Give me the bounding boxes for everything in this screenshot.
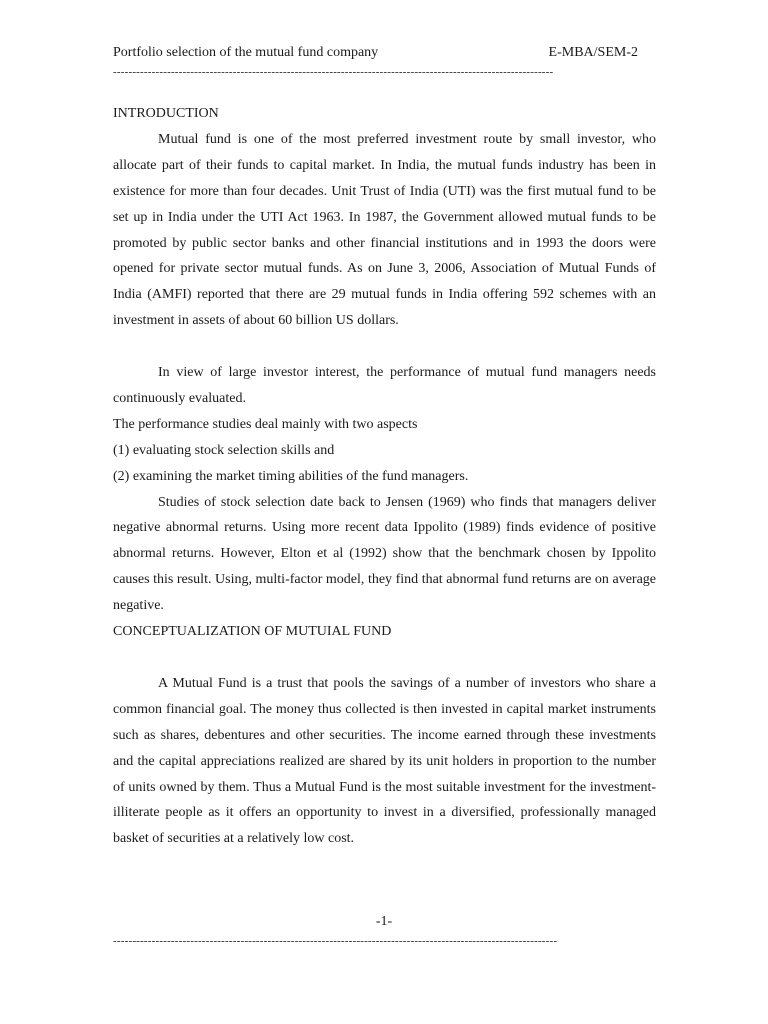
introduction-heading: INTRODUCTION [113, 106, 219, 121]
paragraph-gap [113, 645, 656, 671]
aspects-line: The performance studies deal mainly with two aspects [113, 416, 418, 432]
page-number: -1- [375, 914, 393, 929]
mutual-fund-definition-paragraph: A Mutual Fund is a trust that pools the savings of a number of investors who share a common financial goal. The money thus collected is then invested in capital market instruments such as shares, debentures and other securities. The income earned through these investments and the capital appreciations realized are shared by its unit holders in proportion to the number of units owned by them. Thus a Mutual Fund is the most suitable investment for the investment-illiterate people as it offers an opportunity to invest in a diversified, professionally managed basket of securities at a relatively low cost. [113, 675, 656, 847]
header-code: E-MBA/SEM-2 [548, 45, 638, 60]
running-header [113, 45, 638, 63]
document-body [113, 101, 656, 852]
stock-selection-paragraph: Studies of stock selection date back to Jensen (1969) who finds that managers deliver negative abnormal returns. Using more recent data Ippolito (1989) finds evidence of positive abnormal returns. However, Elton et al (1992) show that the benchmark chosen by Ippolito causes this result. Using, multi-factor model, they find that abnormal fund returns are on average negative. [113, 494, 656, 614]
header-rule: ------------------------------------------------------------------------------------------------------------------ [113, 66, 554, 78]
aspect-item-1: (1) evaluating stock selection skills and [113, 442, 335, 458]
footer-rule: ------------------------------------------------------------------------------------------------------------------- [113, 935, 558, 947]
conceptualization-heading: CONCEPTUALIZATION OF MUTUIAL FUND [113, 624, 392, 640]
introduction-paragraph: Mutual fund is one of the most preferred investment route by small investor, who allocate part of their funds to capital market. In India, the mutual funds industry has been in existence for more than four decades. Unit Trust of India (UTI) was the first mutual fund to be set up in India under the UTI Act 1963. In 1987, the Government allowed mutual funds to be promoted by public sector banks and other financial institutions and in 1993 the doors were opened for private sector mutual funds. As on June 3, 2006, Association of Mutual Funds of India (AMFI) reported that there are 29 mutual funds in India offering 592 schemes with an investment in assets of about 60 billion US dollars. [113, 131, 656, 329]
performance-paragraph: In view of large investor interest, the performance of mutual fund managers needs continuously evaluated. [113, 365, 656, 406]
aspect-item-2: (2) examining the market timing abilities of the fund managers. [113, 468, 469, 484]
paragraph-gap [113, 334, 656, 360]
header-title: Portfolio selection of the mutual fund company [113, 45, 379, 60]
